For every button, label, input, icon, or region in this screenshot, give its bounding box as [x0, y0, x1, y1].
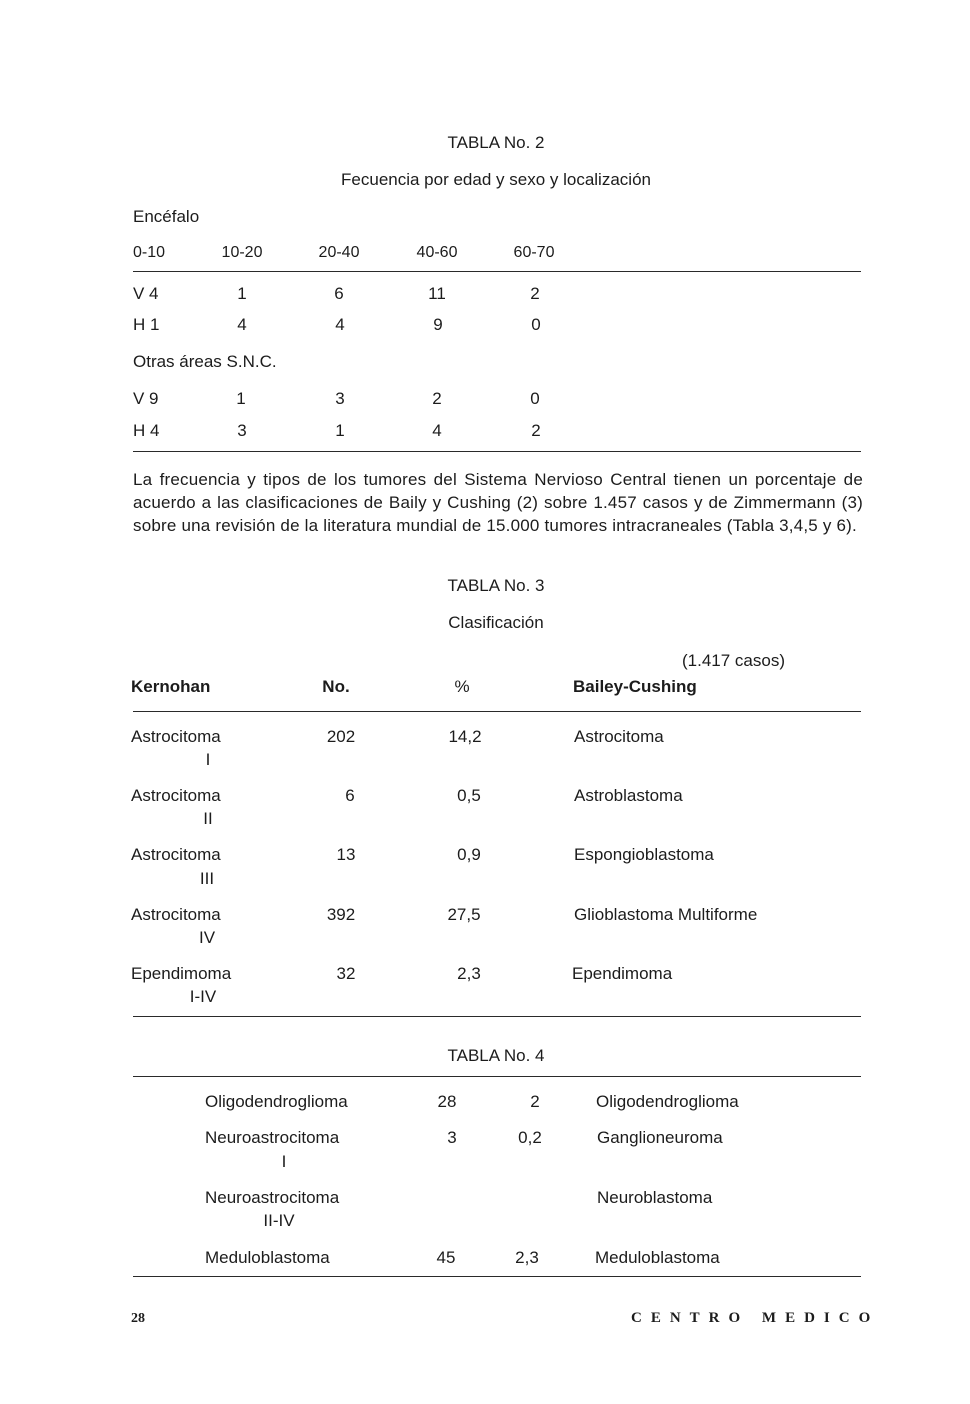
bailey-cushing-name: Espongioblastoma [574, 845, 714, 864]
table2-title: TABLA No. 2 [447, 133, 545, 152]
table-cell-percent: 2,3 [457, 964, 481, 983]
table-cell-percent: 0,2 [518, 1128, 542, 1147]
bailey-cushing-name: Astrocitoma [574, 727, 664, 746]
kernohan-name: Oligodendroglioma [205, 1092, 348, 1111]
table-row-label: H 1 [133, 315, 160, 334]
table2-section-encefalo: Encéfalo [133, 207, 200, 226]
table-cell: 2 [530, 284, 540, 303]
table-row-label: H 4 [133, 421, 160, 440]
table3-title: TABLA No. 3 [447, 576, 545, 595]
table-cell: 3 [237, 421, 247, 440]
bailey-cushing-name: Glioblastoma Multiforme [574, 905, 758, 924]
kernohan-grade: I [205, 750, 211, 769]
table-cell: 3 [335, 389, 345, 408]
kernohan-name: Neuroastrocitoma [205, 1128, 340, 1147]
table-cell-no: 392 [326, 905, 356, 924]
table-cell: 4 [335, 315, 345, 334]
bailey-cushing-name: Neuroblastoma [597, 1188, 713, 1207]
journal-title: CENTRO MEDICO [631, 1310, 880, 1326]
table-cell: 1 [237, 284, 247, 303]
table3-header-no: No. [322, 677, 350, 696]
table-cell-percent: 0,5 [457, 786, 481, 805]
table-cell: 2 [531, 421, 541, 440]
table-cell-no: 13 [336, 845, 356, 864]
table-row-label: V 9 [133, 389, 159, 408]
kernohan-name: Astrocitoma [131, 786, 221, 805]
table-cell-no: 32 [336, 964, 356, 983]
bailey-cushing-name: Ependimoma [572, 964, 673, 983]
table-cell-percent: 2 [530, 1092, 540, 1111]
table-row-label: V 4 [133, 284, 159, 303]
table-cell: 4 [237, 315, 247, 334]
table-cell-no: 3 [447, 1128, 457, 1147]
table-cell: 4 [432, 421, 442, 440]
table2-subtitle: Fecuencia por edad y sexo y localización [341, 170, 651, 189]
kernohan-grade: III [199, 869, 215, 888]
table-cell: 9 [433, 315, 443, 334]
table-cell: 0 [531, 315, 541, 334]
table3-header-kernohan: Kernohan [131, 677, 211, 696]
table4-bottom-rule [133, 1276, 861, 1277]
table-cell-percent: 0,9 [457, 845, 481, 864]
bailey-cushing-name: Ganglioneuroma [597, 1128, 723, 1147]
table-cell-no: 202 [326, 727, 356, 746]
bailey-cushing-name: Meduloblastoma [595, 1248, 720, 1267]
kernohan-name: Astrocitoma [131, 845, 221, 864]
table-cell-percent: 2,3 [515, 1248, 539, 1267]
table-cell-percent: 14,2 [448, 727, 482, 746]
table-cell-no: 28 [437, 1092, 457, 1111]
table-cell: 0 [530, 389, 540, 408]
table2-header-age: 20-40 [318, 244, 360, 261]
table2-header-age: 60-70 [513, 244, 555, 261]
body-paragraph: La frecuencia y tipos de los tumores del Sistema Nervioso Central tienen un porcentaje de acuerdo a las clasificaciones de Baily y Cushing (2) sobre 1.457 casos y de Zimmermann (3) sobre una revisión de la literatura mundial de 15.000 tumores intracraneales (Tabla 3,4,5 y 6). [133, 470, 863, 535]
table3-header-percent: % [454, 677, 470, 696]
table-cell-no: 45 [436, 1248, 456, 1267]
table3-header-rule [133, 711, 861, 712]
table3-subtitle: Clasificación [448, 613, 544, 632]
page-number: 28 [131, 1311, 145, 1326]
table-cell-no: 6 [345, 786, 355, 805]
kernohan-grade: II [203, 809, 213, 828]
table3-bottom-rule [133, 1016, 861, 1017]
kernohan-grade: I [281, 1152, 287, 1171]
kernohan-name: Ependimoma [131, 964, 232, 983]
table-cell: 11 [428, 284, 446, 303]
table2-header-age: 10-20 [221, 244, 263, 261]
table4-title: TABLA No. 4 [447, 1046, 545, 1065]
table3-header-bailey-cushing: Bailey-Cushing [573, 677, 697, 696]
table-cell: 1 [335, 421, 345, 440]
table2-header-age: 40-60 [416, 244, 458, 261]
kernohan-name: Neuroastrocitoma [205, 1188, 340, 1207]
table-cell-percent: 27,5 [447, 905, 481, 924]
table2-header-age: 0-10 [133, 244, 166, 261]
table2-header-rule [133, 271, 861, 272]
bailey-cushing-name: Oligodendroglioma [596, 1092, 739, 1111]
kernohan-grade: II-IV [263, 1211, 295, 1230]
table4-header-rule [133, 1076, 861, 1077]
table2-section-otras: Otras áreas S.N.C. [133, 352, 277, 371]
kernohan-name: Astrocitoma [131, 727, 221, 746]
table-cell: 1 [236, 389, 246, 408]
table-cell: 6 [334, 284, 344, 303]
kernohan-name: Meduloblastoma [205, 1248, 330, 1267]
table-cell: 2 [432, 389, 442, 408]
kernohan-grade: I-IV [189, 987, 217, 1006]
kernohan-grade: IV [198, 928, 216, 947]
bailey-cushing-name: Astroblastoma [574, 786, 683, 805]
table3-cases-note: (1.417 casos) [682, 651, 785, 670]
table2-bottom-rule [133, 451, 861, 452]
kernohan-name: Astrocitoma [131, 905, 221, 924]
